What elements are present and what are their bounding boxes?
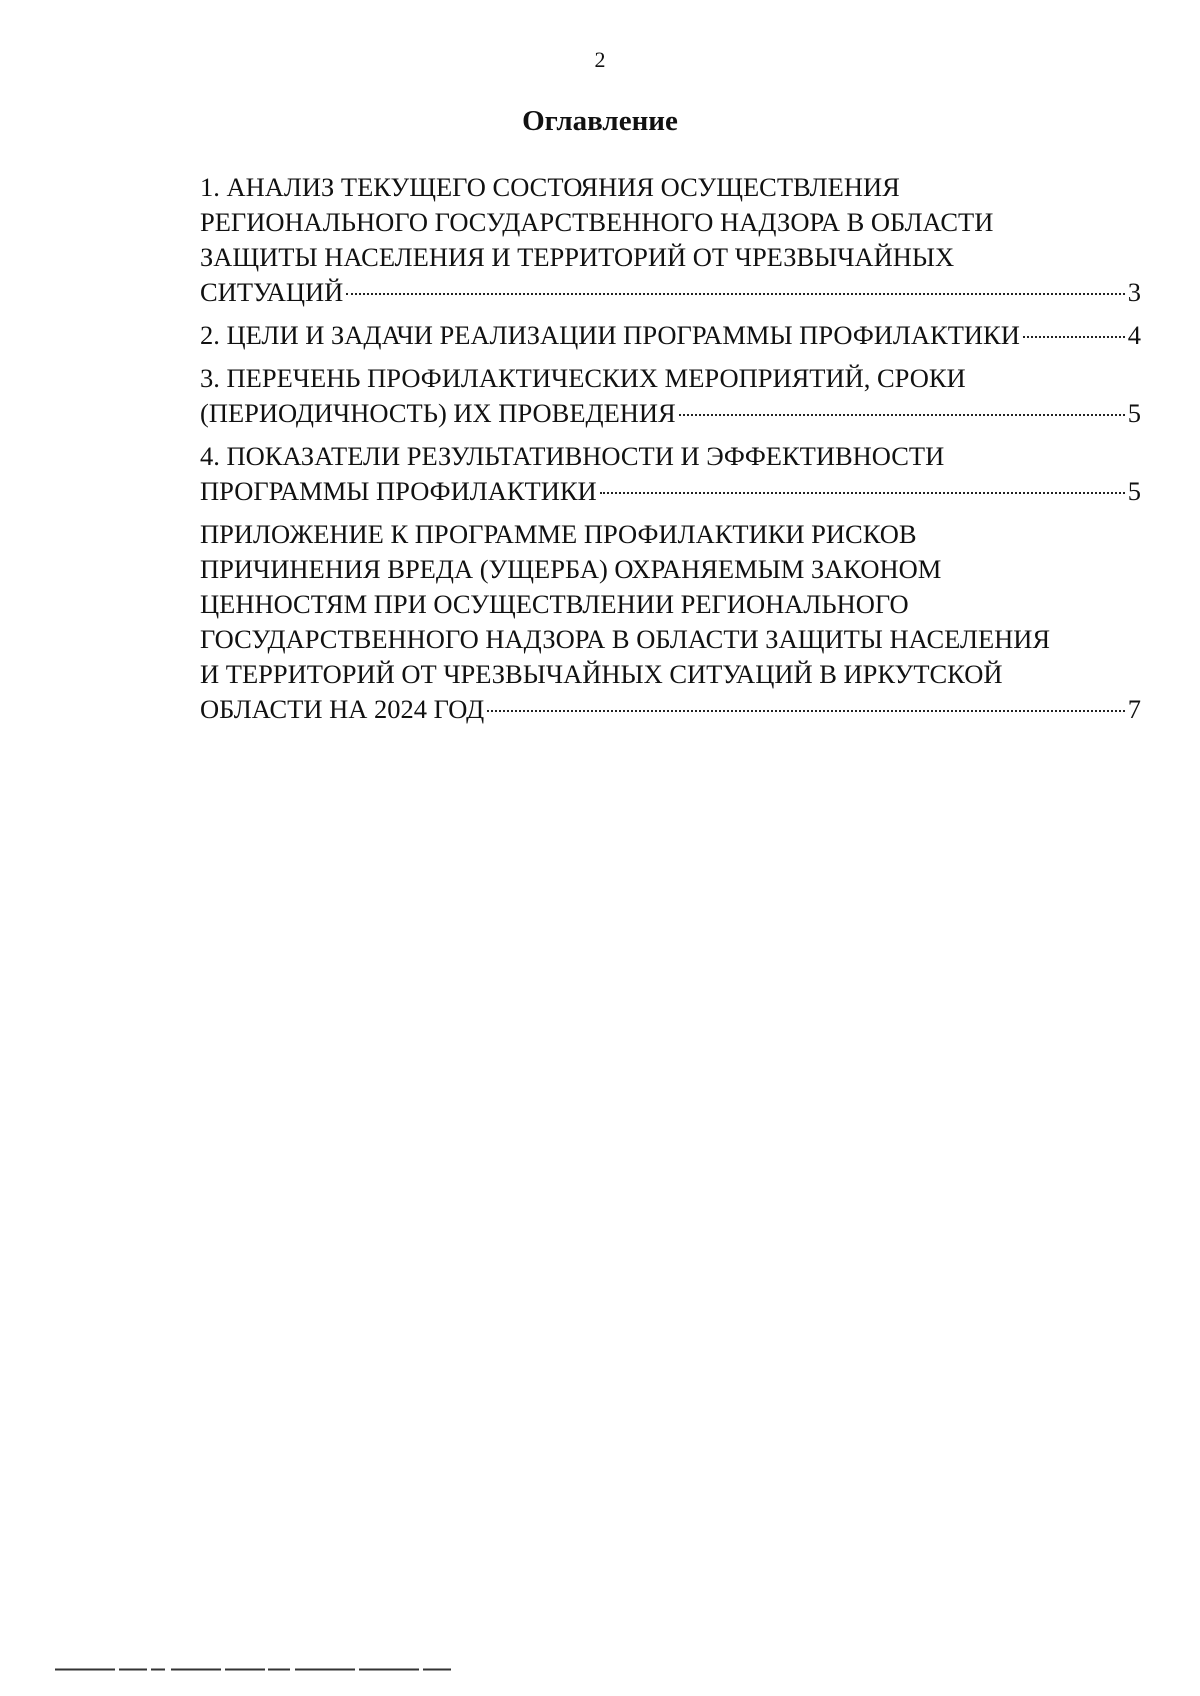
- toc-entry-text: ПРИЛОЖЕНИЕ К ПРОГРАММЕ ПРОФИЛАКТИКИ РИСКОВ: [200, 519, 917, 549]
- toc-entry-text: 4. ПОКАЗАТЕЛИ РЕЗУЛЬТАТИВНОСТИ И ЭФФЕКТИВНОСТИ: [200, 441, 945, 471]
- toc-page-number: 4: [1127, 320, 1141, 350]
- toc-entry-text: 2. ЦЕЛИ И ЗАДАЧИ РЕАЛИЗАЦИИ ПРОГРАММЫ ПРОФИЛАКТИКИ: [200, 320, 1020, 350]
- toc-entry-text: РЕГИОНАЛЬНОГО ГОСУДАРСТВЕННОГО НАДЗОРА В ОБЛАСТИ: [200, 207, 994, 237]
- toc-entry-1[interactable]: [200, 170, 1141, 310]
- toc-entry-3[interactable]: [200, 361, 1141, 431]
- dashed-line-graphic: [55, 1668, 455, 1671]
- toc-entry-text: ГОСУДАРСТВЕННОГО НАДЗОРА В ОБЛАСТИ ЗАЩИТЫ НАСЕЛЕНИЯ: [200, 624, 1051, 654]
- toc-entry-text: 1. АНАЛИЗ ТЕКУЩЕГО СОСТОЯНИЯ ОСУЩЕСТВЛЕНИЯ: [200, 172, 900, 202]
- dot-leader: [346, 293, 1124, 295]
- toc-page-number: 3: [1127, 277, 1141, 307]
- toc-entry-last-line: [200, 318, 1141, 353]
- toc-entry-text: ОБЛАСТИ НА 2024 ГОД: [200, 694, 485, 724]
- toc-page-number: 5: [1127, 398, 1141, 428]
- dot-leader: [487, 710, 1125, 712]
- toc-entry-text: ПРИЧИНЕНИЯ ВРЕДА (УЩЕРБА) ОХРАНЯЕМЫМ ЗАКОНОМ: [200, 554, 942, 584]
- toc-entry-last-line: [200, 692, 1141, 727]
- toc-entry-2[interactable]: [200, 318, 1141, 353]
- toc-entry-text: (ПЕРИОДИЧНОСТЬ) ИХ ПРОВЕДЕНИЯ: [200, 398, 676, 428]
- scan-artifact-line: [55, 1668, 455, 1671]
- toc-entry-text: СИТУАЦИЙ: [200, 277, 344, 307]
- toc-entry-text: 3. ПЕРЕЧЕНЬ ПРОФИЛАКТИЧЕСКИХ МЕРОПРИЯТИЙ, СРОКИ: [200, 363, 966, 393]
- toc-page-number: 7: [1127, 694, 1141, 724]
- toc-entry-last-line: [200, 275, 1141, 310]
- toc-entry-text: ПРОГРАММЫ ПРОФИЛАКТИКИ: [200, 476, 597, 506]
- toc-entry-last-line: [200, 474, 1141, 509]
- toc-entry-text: ЦЕННОСТЯМ ПРИ ОСУЩЕСТВЛЕНИИ РЕГИОНАЛЬНОГО: [200, 589, 909, 619]
- table-of-contents: [200, 170, 1141, 735]
- toc-page-number: 5: [1127, 476, 1141, 506]
- dot-leader: [679, 414, 1125, 416]
- toc-entry-last-line: [200, 396, 1141, 431]
- page-number: 2: [594, 47, 606, 72]
- toc-entry-appendix[interactable]: [200, 517, 1141, 727]
- dot-leader: [600, 492, 1125, 494]
- toc-title: Оглавление: [522, 105, 678, 137]
- toc-entry-4[interactable]: [200, 439, 1141, 509]
- toc-entry-text: И ТЕРРИТОРИЙ ОТ ЧРЕЗВЫЧАЙНЫХ СИТУАЦИЙ В ИРКУТСКОЙ: [200, 659, 1003, 689]
- dot-leader: [1023, 336, 1125, 338]
- toc-entry-text: ЗАЩИТЫ НАСЕЛЕНИЯ И ТЕРРИТОРИЙ ОТ ЧРЕЗВЫЧАЙНЫХ: [200, 242, 955, 272]
